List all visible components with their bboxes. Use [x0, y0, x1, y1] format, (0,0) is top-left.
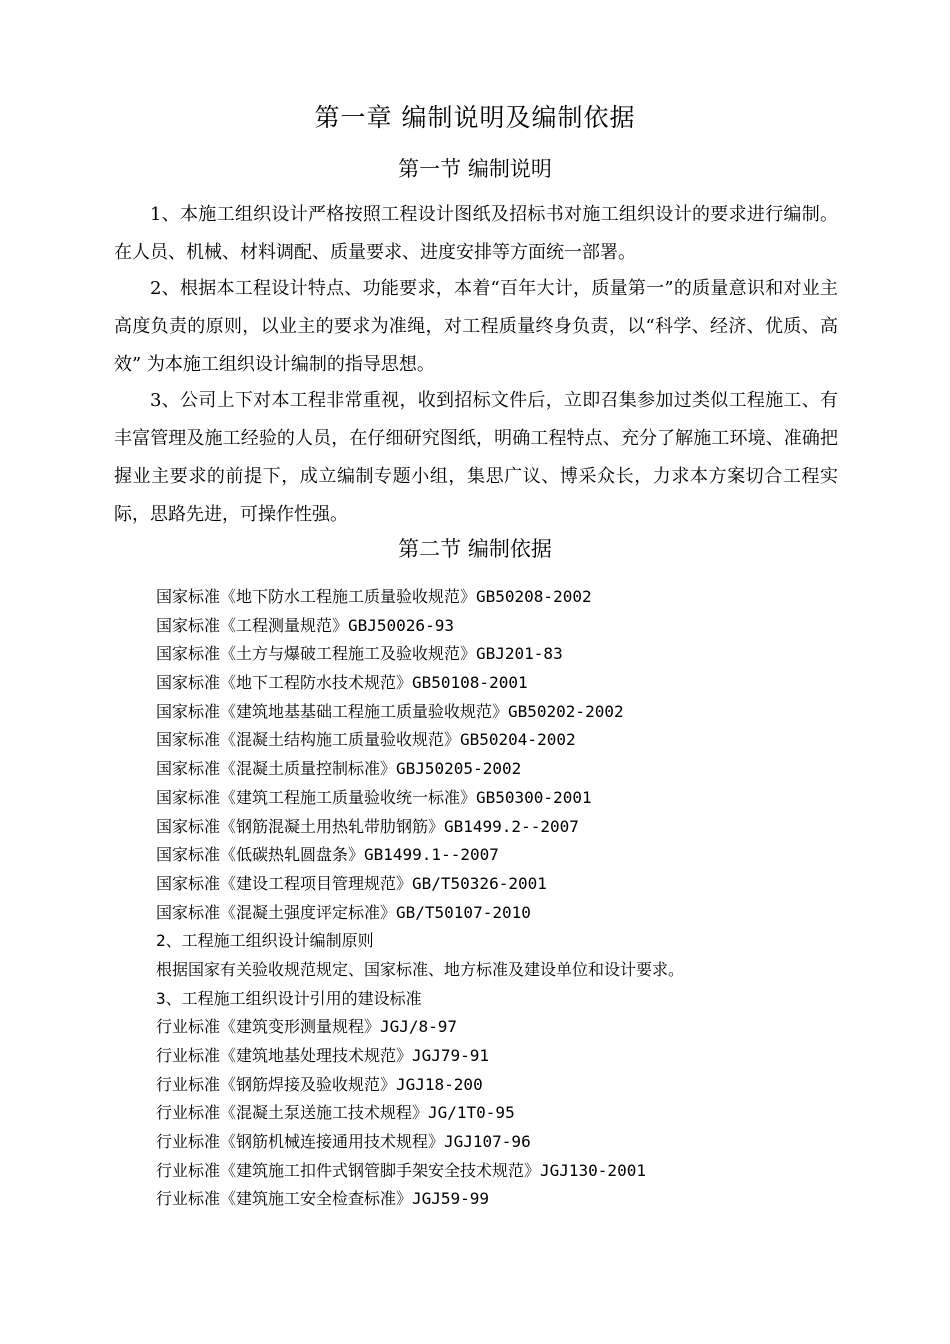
standard-line: 国家标准《混凝土质量控制标准》GBJ50205-2002	[156, 759, 522, 779]
standard-line: 国家标准《建设工程项目管理规范》GB/T50326-2001	[156, 873, 547, 893]
paragraph-3: 3、公司上下对本工程非常重视，收到招标文件后，立即召集参加过类似工程施工、有丰富管理及施工经验的人员，在仔细研究图纸，明确工程特点、充分了解施工环境、准确把握业主要求的前提下，成立编制专题小组，集思广议、博采众长，力求本方案切合工程实际，思路先进，可操作性强。	[114, 390, 838, 525]
standard-line: 国家标准《建筑地基基础工程施工质量验收规范》GB50202-2002	[156, 701, 624, 721]
standard-line: 行业标准《建筑变形测量规程》JGJ/8-97	[156, 1017, 458, 1037]
standard-line: 行业标准《建筑地基处理技术规范》JGJ79-91	[156, 1046, 490, 1065]
standard-line: 国家标准《地下工程防水技术规范》GB50108-2001	[156, 673, 528, 693]
subheading-referenced-standards: 3、工程施工组织设计引用的建设标准	[156, 988, 422, 1008]
section-title-basis: 第二节 编制依据	[398, 537, 552, 561]
chapter-title: 第一章 编制说明及编制依据	[314, 103, 636, 132]
standard-line: 国家标准《建筑工程施工质量验收统一标准》GB50300-2001	[156, 787, 592, 807]
standard-line: 国家标准《钢筋混凝土用热轧带肋钢筋》GB1499.2--2007	[156, 816, 579, 836]
standard-line: 国家标准《工程测量规范》GBJ50026-93	[156, 615, 454, 635]
standard-line: 行业标准《钢筋焊接及验收规范》JGJ18-200	[156, 1074, 483, 1094]
standard-line: 国家标准《低碳热轧圆盘条》GB1499.1--2007	[156, 845, 499, 865]
subheading-principles: 2、工程施工组织设计编制原则	[156, 931, 374, 951]
basis-list	[156, 583, 876, 1214]
standard-line: 行业标准《混凝土泵送施工技术规程》JG/1T0-95	[156, 1103, 515, 1123]
paragraph-2: 2、根据本工程设计特点、功能要求，本着“百年大计，质量第一”的质量意识和对业主高度负责的原则，以业主的要求为准绳，对工程质量终身负责，以“科学、经济、优质、高效” 为本施工组织设计编制的指导思想。	[114, 278, 838, 375]
paragraph-1: 1、本施工组织设计严格按照工程设计图纸及招标书对施工组织设计的要求进行编制。在人员、机械、材料调配、质量要求、进度安排等方面统一部署。	[114, 204, 838, 263]
standard-line: 国家标准《混凝土强度评定标准》GB/T50107-2010	[156, 902, 531, 922]
standard-line: 国家标准《地下防水工程施工质量验收规范》GB50208-2002	[156, 587, 592, 606]
standard-line: 行业标准《建筑施工安全检查标准》JGJ59-99	[156, 1189, 490, 1209]
standard-line: 行业标准《建筑施工扣件式钢管脚手架安全技术规范》JGJ130-2001	[156, 1160, 646, 1180]
standard-line: 行业标准《钢筋机械连接通用技术规程》JGJ107-96	[156, 1132, 531, 1152]
standard-line: 国家标准《土方与爆破工程施工及验收规范》GBJ201-83	[156, 644, 563, 664]
section-title-explanation: 第一节 编制说明	[398, 157, 552, 181]
standard-line: 国家标准《混凝土结构施工质量验收规范》GB50204-2002	[156, 730, 576, 750]
principles-text: 根据国家有关验收规范规定、国家标准、地方标准及建设单位和设计要求。	[156, 959, 685, 979]
